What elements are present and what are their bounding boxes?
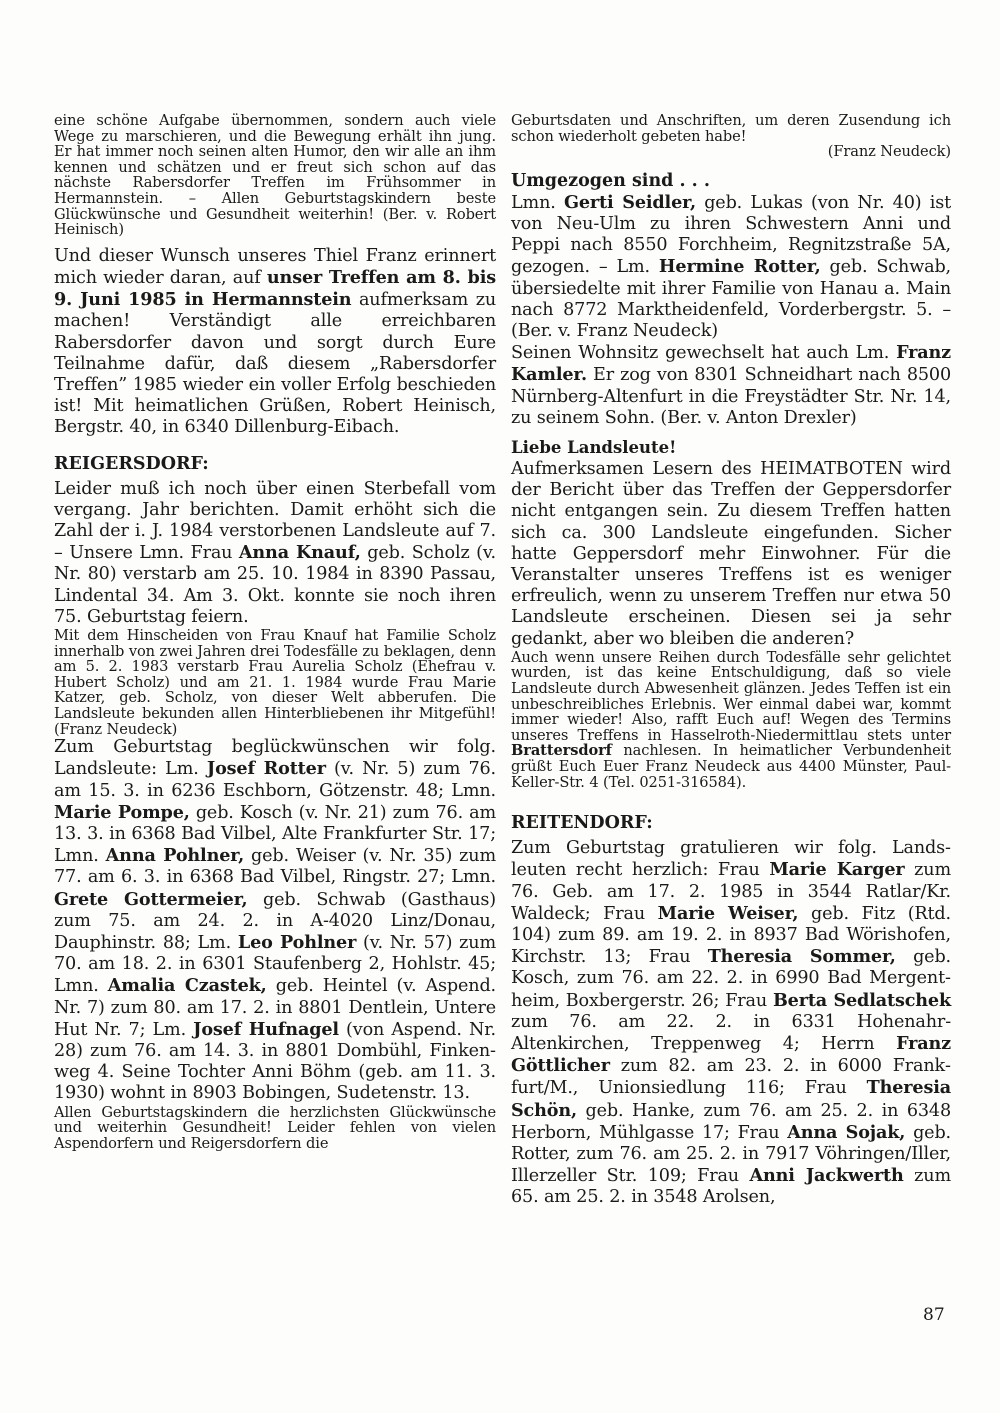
left-column: [54, 113, 496, 1151]
paragraph-birthdays-reitendorf: [511, 838, 951, 1208]
text-run: zum 76. am 22. 2. in 6331 Hohenahr-Altenkirchen, Treppenweg 4; Herrn: [511, 1011, 951, 1055]
name-highlight: Anna Pohlner,: [105, 845, 245, 867]
name-highlight: Leo Pohlner: [237, 931, 357, 953]
name-highlight: Franz Göttlicher: [511, 1033, 951, 1077]
treffen-date-highlight: unser Treffen am 8. bis 9. Juni 1985 in Hermannstein: [54, 266, 496, 311]
section-heading-umgezogen: Umgezogen sind . . .: [511, 170, 710, 191]
paragraph-obituary-knauf: Leider muß ich noch über einen Sterbefall vom vergang. Jahr berichten. Damit erhöht sich die Zahl der i. J. 1984 verstorbenen Landsleute auf 7. – Unsere Lmn. Frau Anna Knauf, geb. Scholz (v. Nr. 80) verstarb am 25. 10. 1984 in 8390 Passau, Lindental 34. Am 3. Okt. konnte sie noch ihren 75. Geburtstag feiern.: [54, 478, 496, 627]
paragraph-birthday-wishes: Allen Geburtstagskindern die herzlichsten Glückwünsche und weiterhin Gesundheit! Leider fehlen von vielen Aspendorfern und Reigersdorfern die: [54, 1103, 496, 1152]
name-highlight: Theresia Sommer,: [707, 946, 896, 968]
text-run: geb. Heintel (v. Aspend. Nr. 7) zum 80. am 17. 2. in 8801 Dentlein, Untere Hut Nr. 7; Lm.: [54, 976, 497, 1040]
text-run: geb. Fitz (Rtd. 104) zum 89. am 19. 2. in 8937 Bad Wörishofen, Kirchstr. 13; Frau: [511, 903, 951, 968]
text-run: Zum Geburtstag beglückwünschen wir folg. Landsleute: Lm.: [54, 737, 496, 780]
text-run: geb. Rotter, zum 76. am 25. 2. in 7917 Vöhringen/Iller, Illerzeller Str. 109; Frau: [511, 1122, 951, 1187]
text-run: zum 65. am 25. 2. in 3548 Arolsen,: [511, 1166, 951, 1208]
name-highlight: Berta Sedlatschek: [772, 989, 952, 1011]
paragraph-birthdates-request: Geburtsdaten und Anschriften, um deren Zusendung ich schon wiederholt gebeten habe!: [511, 112, 951, 145]
text-run: geb. Kosch, zum 76. am 22. 2. in 6990 Bad Mergentheim, Boxbergerstr. 26; Frau: [511, 947, 952, 1011]
text-run: geb. Schwab, übersiedelte mit ihrer Familie von Hanau a. Main nach 8772 Marktheidenfeld, Vorderbergstr. 5. – (Ber. v. Franz Neudeck): [511, 257, 951, 341]
name-highlight: Josef Rotter: [206, 758, 326, 780]
text-run: zum 82. am 23. 2. in 6000 Frankfurt/M., Unionsiedlung 116; Frau: [511, 1056, 951, 1099]
paragraph-birthdays-reigersdorf: [54, 737, 496, 1104]
paragraph-moved-seidler-rotter: [511, 192, 951, 342]
paragraph-appeal-attendance: [511, 650, 951, 790]
name-highlight: Theresia Schön,: [511, 1077, 951, 1121]
text-run: Auch wenn unsere Reihen durch Todesfälle sehr gelichtet wurden, ist das keine Entschuldigung, daß so viele Landsleute durch Abwesenheit glänzen. Jedes Teffen ist ein unbeschreibliches Erlebnis. Wer einmal dabei war, kommt immer wieder! Also, rafft Euch auf! Wegen des Termins unseres Treffens in Hasselroth-Niedermittlau stets unter: [511, 648, 951, 744]
section-heading-liebe-landsleute: Liebe Landsleute!: [511, 438, 677, 458]
name-highlight: Marie Weiser,: [657, 902, 799, 924]
text-run: geb. Weiser (v. Nr. 35) zum 77. am 6. 3. in 6368 Bad Vilbel, Ringstr. 27; Lmn.: [54, 846, 496, 888]
text-run: Lmn.: [511, 192, 564, 213]
paragraph-geppersdorf-treffen: Aufmerksamen Lesern des HEIMATBOTEN wird der Bericht über das Treffen der Geppersdorfer nicht entgangen sein. Zu diesem Treffen hatten sich ca. 300 Landsleute eingefunden. Sicher hatte Geppersdorf mehr Einwohner. Für die Veranstalter unseres Treffens ist es weniger erfreulich, wenn zu unserem Treffen nur etwa 50 Landsleute erscheinen. Diesen sei ja sehr gedankt, aber wo bleiben die anderen?: [511, 459, 951, 649]
text-run: (von Aspend. Nr. 28) zum 76. am 14. 3. in 8801 Dombühl, Finkenweg 4. Seine Tochter Anni Böhm (geb. am 11. 3. 1930) wohnt in 8903 Bobingen, Sudetenstr. 13.: [54, 1019, 496, 1104]
name-highlight: Franz Kamler.: [511, 342, 951, 386]
name-highlight: Grete Gottermeier,: [54, 888, 248, 910]
paragraph-scholz-family: Mit dem Hinscheiden von Frau Knauf hat Familie Scholz innerhalb von zwei Jahren drei Todesfälle zu beklagen, denn am 5. 2. 1983 verstarb Frau Aurelia Scholz (Ehefrau v. Hubert Scholz) und am 21. 1. 1984 wurde Frau Marie Katzer, geb. Scholz, von dieser Welt abberufen. Die Landsleute bekunden allen Hinterbliebenen ihr Mitgefühl! (Franz Neudeck): [54, 627, 496, 738]
name-highlight: Gerti Seidler,: [563, 191, 696, 213]
page-number: 87: [923, 1305, 945, 1325]
paragraph-treffen-announcement: Und dieser Wunsch unseres Thiel Franz erinnert mich wieder daran, auf unser Treffen am 8. bis 9. Juni 1985 in Hermannstein aufmerksam zu machen! Verständigt alle erreichbaren Rabersdorfer davon und sorgt durch Eure Teilnahme dafür, daß diesem „Rabersdorfer Treffen” 1985 wieder ein voller Erfolg beschieden ist! Mit heimatlichen Grüßen, Robert Heinisch, Bergstr. 40, in 6340 Dillenburg-Eibach.: [54, 245, 496, 438]
paragraph-thiel-report: eine schöne Aufgabe übernommen, sondern auch viele Wege zu marschieren, und die Bewegung erhält ihn jung. Er hat immer noch seinen alten Humor, den wir alle an ihm kennen und schätzen und er freut sich schon auf das nächste Rabersdorfer Treffen im Frühsommer in Hermannstein. – Allen Geburtstagskindern beste Glückwünsche und Gesundheit weiterhin! (Ber. v. Robert Heinisch): [54, 112, 496, 239]
section-heading-reitendorf: REITENDORF:: [511, 813, 653, 834]
name-highlight: Anna Sojak,: [787, 1121, 906, 1143]
paragraph-moved-kamler: [511, 342, 951, 429]
text-run: zum 76. Geb. am 17. 2. 1985 in 3544 Ratlar/Kr. Waldeck; Frau: [511, 860, 951, 924]
name-highlight: Amalia Czastek,: [107, 975, 267, 997]
name-highlight: Marie Pompe,: [54, 801, 190, 823]
text-run: (v. Nr. 5) zum 76. am 15. 3. in 6236 Eschborn, Götzenstr. 48; Lmn.: [54, 759, 496, 801]
name-highlight: Josef Hufnagel: [193, 1018, 339, 1040]
right-column: [511, 113, 951, 1209]
name-highlight: Marie Karger: [769, 859, 905, 881]
text-run: Seinen Wohnsitz gewechselt hat auch Lm.: [511, 343, 897, 364]
text-run: geb. Hanke, zum 76. am 25. 2. in 6348 Herborn, Mühlgasse 17; Frau: [511, 1100, 951, 1143]
text-run: Zum Geburtstag gratulieren wir folg. Landsleuten recht herzlich: Frau: [511, 838, 951, 881]
text-run: geb. Schwab (Gasthaus) zum 75. am 24. 2. in A-4020 Linz/Donau, Dauphinstr. 88; Lm.: [54, 889, 496, 953]
text-run: geb. Kosch (v. Nr. 21) zum 76. am 13. 3. in 6368 Bad Vilbel, Alte Frankfurter Str. 17; Lmn.: [54, 802, 497, 867]
text-run: Er zog von 8301 Schneidhart nach 8500 Nürnberg-Altenfurt in die Freystädter Str. Nr. 14, zu seinem Sohn. (Ber. v. Anton Drexler): [511, 365, 951, 428]
name-highlight: Anni Jackwerth: [749, 1165, 904, 1187]
signature-franz-neudeck: (Franz Neudeck): [827, 143, 951, 161]
name-highlight: Hermine Rotter,: [658, 256, 821, 278]
name-highlight: Brattersdorf: [511, 742, 612, 760]
text-run: (v. Nr. 57) zum 70. am 18. 2. in 6301 Staufenberg 2, Hohlstr. 45; Lmn.: [54, 932, 497, 997]
section-heading-reigersdorf: REIGERSDORF:: [54, 453, 209, 474]
text-run: geb. Lukas (von Nr. 40) ist von Neu-Ulm zu ihren Schwestern Anni und Peppi nach 8550 Forchheim, Regnitzstraße 5A, gezogen. – Lm.: [511, 192, 952, 278]
text-run: nachlesen. In heimatlicher Verbundenheit grüßt Euch Euer Franz Neudeck aus 4400 Münster, Paul-Keller-Str. 4 (Tel. 0251-316584).: [511, 742, 951, 791]
